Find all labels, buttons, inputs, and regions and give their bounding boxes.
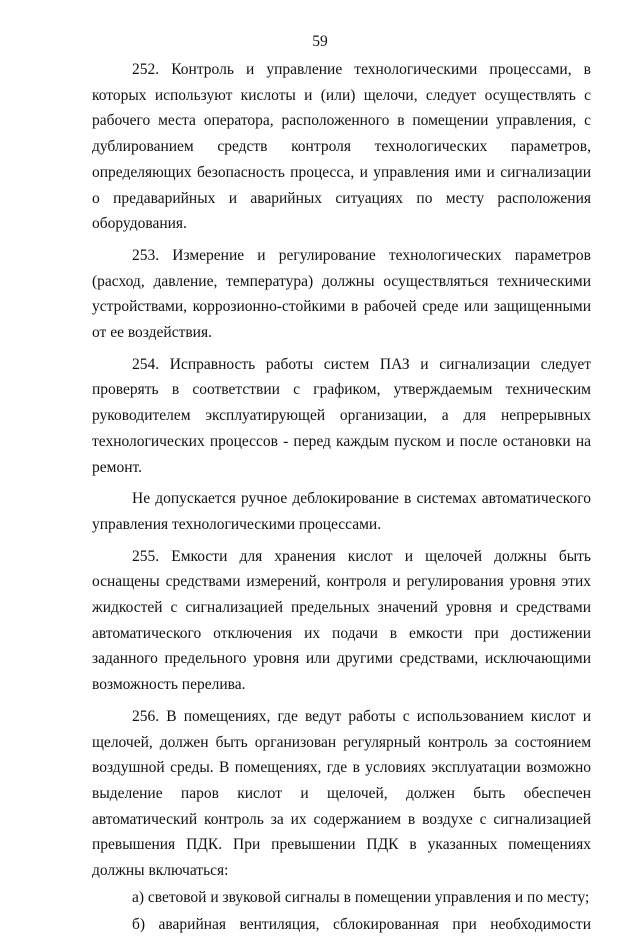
list-item-b: б) аварийная вентиляция, сблокированная при необходимости	[132, 915, 591, 933]
paragraph-254: 254. Исправность работы систем ПАЗ и сигнализации следует проверять в соответствии с графиком, утверждаемым техническим руководителем эксплуатирующей организации, а для непрерывных технологических процессов - перед каждым пуском и после остановки на ремонт.	[92, 355, 591, 476]
paragraph-253: 253. Измерение и регулирование технологических параметров (расход, давление, температура) должны осуществляться техническими устройствами, коррозионно-стойкими в рабочей среде или защищенными от ее воздействия.	[92, 246, 591, 342]
paragraph-252: 252. Контроль и управление технологическими процессами, в которых используют кислоты и (или) щелочи, следует осуществлять с рабочего места оператора, расположенного в помещении управления, с дублированием средств контроля технологических параметров, определяющих безопасность процесса, и управления ими и сигнализации о предаварийных и аварийных ситуациях по месту расположения оборудования.	[92, 61, 591, 233]
list-item-a: а) световой и звуковой сигналы в помещении управления и по месту;	[132, 888, 590, 906]
paragraph-254-deblocking: Не допускается ручное деблокирование в системах автоматического управления технологическими процессами.	[92, 490, 591, 533]
paragraph-256: 256. В помещениях, где ведут работы с использованием кислот и щелочей, должен быть организован регулярный контроль за состоянием воздушной среды. В помещениях, где в условиях эксплуатации возможно выделение паров кислот и щелочей, должен быть обеспечен автоматический контроль за их содержанием в воздухе с сигнализацией превышения ПДК. При превышении ПДК в указанных помещениях должны включаться:	[92, 707, 591, 880]
document-body	[92, 57, 591, 944]
page-number: 59	[312, 33, 328, 50]
paragraph-255: 255. Емкости для хранения кислот и щелочей должны быть оснащены средствами измерений, контроля и регулирования уровня этих жидкостей с сигнализацией предельных значений уровня и средствами автоматического отключения их подачи в емкости при достижении заданного предельного уровня или другими средствами, исключающими возможность перелива.	[92, 547, 591, 694]
